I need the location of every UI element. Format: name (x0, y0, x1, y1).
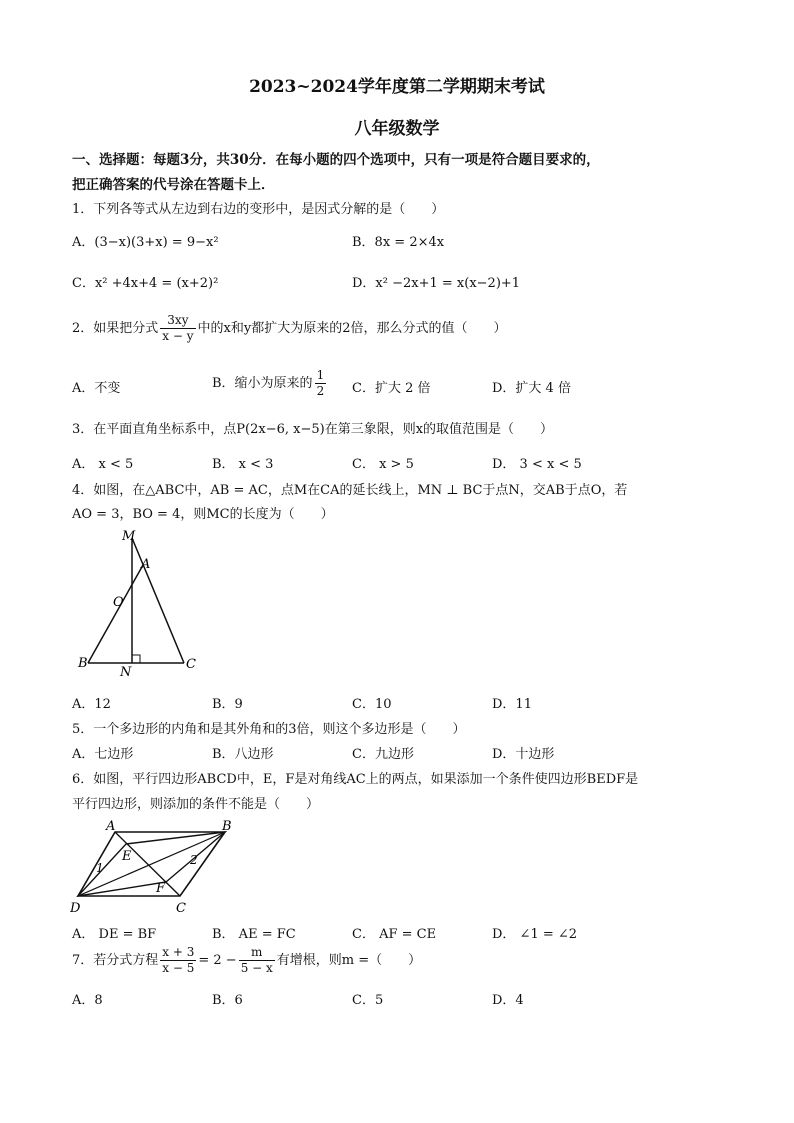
q4-stem-line2: AO = 3，BO = 4，则MC的长度为（ ） (72, 507, 334, 522)
q2-option-b-text: B．缩小为原来的 (212, 376, 313, 391)
q6-option-d: D． ∠1 = ∠2 (492, 927, 578, 942)
q4-option-b: B．9 (212, 697, 243, 712)
q3-option-d: D． 3 < x < 5 (492, 457, 582, 472)
q5-option-b: B．八边形 (212, 747, 274, 762)
q4-stem-line1: 4．如图，在△ABC中，AB = AC，点M在CA的延长线上，MN ⊥ BC于点N，交AB于点O，若 (72, 483, 628, 498)
exam-title: 2023~2024学年度第二学期期末考试 (249, 77, 545, 97)
q7-option-c: C．5 (352, 993, 384, 1008)
q6-label-f: F (156, 881, 166, 896)
q7-equals: = 2 − (198, 953, 237, 968)
q7-fraction-left-denominator: x − 5 (162, 961, 195, 975)
q2-option-b-denominator: 2 (316, 384, 325, 398)
q2-fraction (160, 313, 195, 344)
q2-option-b-fraction (315, 368, 327, 399)
q4-label-n: N (120, 665, 132, 678)
q6-stem-line1: 6．如图，平行四边形ABCD中，E，F是对角线AC上的两点，如果添加一个条件使四边形BEDF是 (72, 772, 639, 787)
q6-label-e: E (122, 849, 132, 864)
q7-fraction-left (160, 945, 196, 976)
q3-stem: 3．在平面直角坐标系中，点P(2x−6, x−5)在第三象限，则x的取值范围是（ ） (72, 422, 554, 437)
q6-label-angle-2: 2 (190, 853, 198, 867)
q1-option-d: D．x² −2x+1 = x(x−2)+1 (352, 276, 521, 291)
q6-label-c: C (176, 901, 186, 916)
section-heading-line2: 把正确答案的代号涂在答题卡上． (72, 177, 275, 193)
q4-segment-mc (132, 538, 184, 663)
section-heading-line1: 一、选择题：每题3分，共30分．在每小题的四个选项中，只有一项是符合题目要求的， (72, 152, 600, 168)
q4-label-b: B (78, 656, 88, 671)
q2-option-b (212, 368, 328, 399)
q5-option-a: A．七边形 (72, 747, 134, 762)
q6-option-a: A． DE = BF (72, 927, 157, 942)
q2-stem-pre: 2．如果把分式 (72, 321, 159, 336)
q2-stem-post: 中的x和y都扩大为原来的2倍，那么分式的值（ ） (197, 321, 507, 336)
q6-option-c: C． AF = CE (352, 927, 437, 942)
q6-option-b: B． AE = FC (212, 927, 296, 942)
q6-label-angle-1: 1 (96, 861, 104, 875)
q1-stem: 1．下列各等式从左边到右边的变形中，是因式分解的是（ ） (72, 202, 445, 217)
q6-stem-line2: 平行四边形，则添加的条件不能是（ ） (72, 797, 320, 812)
q7-option-b: B．6 (212, 993, 243, 1008)
q4-segment-ba (88, 565, 143, 663)
q7-stem (72, 945, 421, 976)
q4-option-a: A．12 (72, 697, 111, 712)
q1-option-a: A．(3−x)(3+x) = 9−x² (72, 235, 219, 250)
q4-triangle-figure (76, 528, 202, 678)
q1-option-b: B．8x = 2×4x (352, 235, 445, 250)
q2-option-d: D．扩大 4 倍 (492, 381, 571, 396)
q7-option-d: D．4 (492, 993, 524, 1008)
q5-stem: 5．一个多边形的内角和是其外角和的3倍，则这个多边形是（ ） (72, 722, 466, 737)
q2-stem (72, 313, 506, 344)
q7-stem-post: 有增根，则m =（ ） (276, 953, 422, 968)
q4-option-d: D．11 (492, 697, 532, 712)
q2-option-b-numerator: 1 (316, 368, 325, 382)
q4-label-o: O (113, 595, 124, 610)
q5-option-c: C．九边形 (352, 747, 414, 762)
q4-right-angle-mark (132, 655, 140, 663)
q5-option-d: D．十边形 (492, 747, 555, 762)
q7-fraction-right (239, 945, 275, 976)
q4-label-m: M (122, 529, 136, 544)
q2-fraction-numerator: 3xy (160, 313, 195, 329)
q4-label-c: C (186, 657, 196, 672)
q2-fraction-denominator: x − y (162, 329, 194, 343)
q7-fraction-right-numerator: m (239, 945, 275, 961)
q7-fraction-right-denominator: 5 − x (240, 961, 273, 975)
q2-option-a: A．不变 (72, 381, 121, 396)
q6-label-d: D (70, 901, 81, 916)
q1-option-c: C．x² +4x+4 = (x+2)² (72, 276, 219, 291)
q3-option-a: A． x < 5 (72, 457, 134, 472)
q7-stem-pre: 7．若分式方程 (72, 953, 159, 968)
q2-option-c: C．扩大 2 倍 (352, 381, 431, 396)
q7-option-a: A．8 (72, 993, 103, 1008)
q4-label-a: A (141, 557, 151, 572)
q7-fraction-left-numerator: x + 3 (162, 945, 195, 959)
q3-option-b: B． x < 3 (212, 457, 274, 472)
q3-option-c: C． x > 5 (352, 457, 414, 472)
q6-parallelogram-figure (70, 816, 240, 916)
q6-label-a: A (106, 819, 116, 834)
q4-option-c: C．10 (352, 697, 392, 712)
exam-subtitle: 八年级数学 (354, 119, 440, 139)
q6-label-b: B (222, 819, 232, 834)
